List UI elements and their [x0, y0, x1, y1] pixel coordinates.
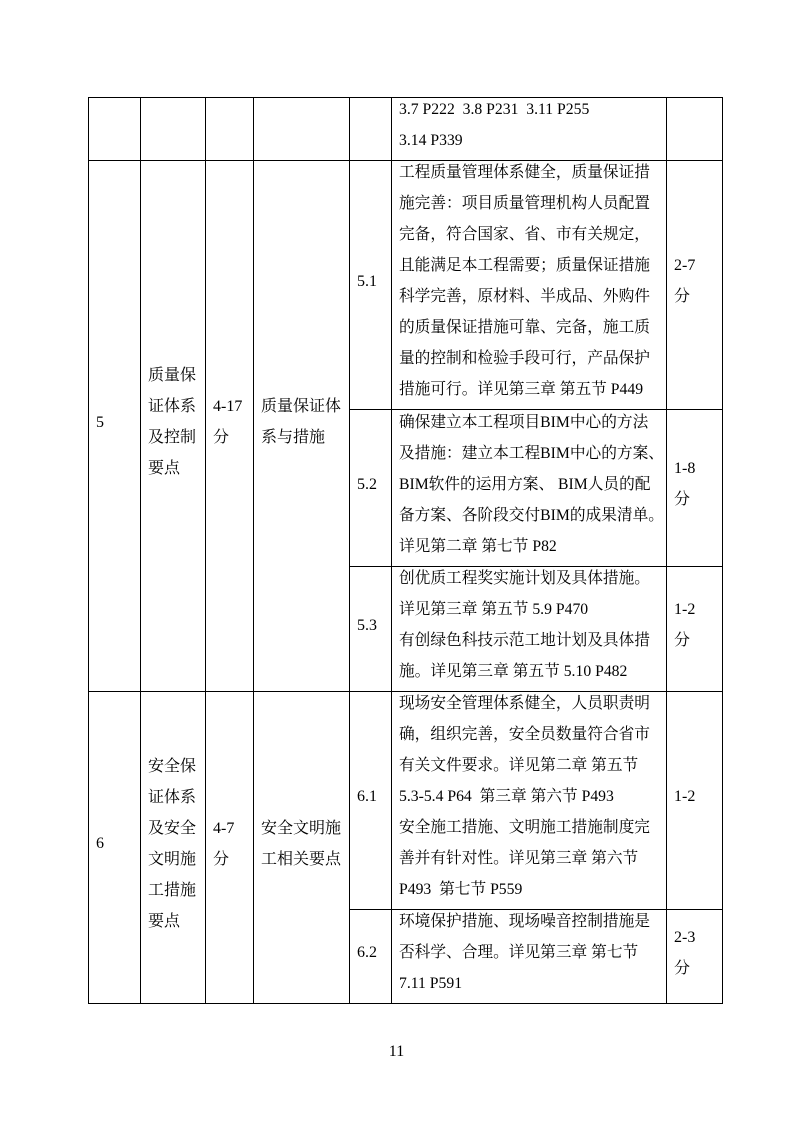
text-line: 施。详见第三章 第五节 5.10 P482: [399, 663, 628, 680]
item-description-cell: [392, 567, 667, 692]
text-line: 详见第二章 第七节 P82: [399, 537, 557, 555]
text-line: 措施可行。详见第三章 第五节 P449: [399, 381, 644, 398]
text-line: 完备，符合国家、省、市有关规定，: [399, 226, 650, 243]
text-line: 1-2: [674, 601, 696, 618]
section-subcategory-cell: [254, 161, 350, 692]
item-description-cell: [392, 692, 667, 910]
item-score-cell: [667, 910, 723, 1004]
item-description-cell: [392, 98, 667, 161]
section-number: 5: [96, 413, 104, 431]
text-line: 及措施：建立本工程BIM中心的方案、: [399, 444, 664, 462]
section-number: 6: [96, 835, 104, 852]
text-line: 工措施: [148, 881, 197, 899]
text-line: 分: [213, 850, 230, 868]
item-id: 5.1: [357, 272, 377, 290]
item-id-cell: [350, 161, 392, 410]
section-score-range-cell: [206, 692, 254, 1004]
page-number: 11: [388, 1043, 405, 1060]
section-number-cell: [89, 692, 141, 1004]
item-score-cell: [667, 692, 723, 910]
text-line: 有创绿色科技示范工地计划及具体措: [399, 632, 650, 649]
item-score-cell: [667, 567, 723, 692]
text-line: 分: [674, 491, 691, 508]
section-subcategory-cell: [254, 692, 350, 1004]
item-description-cell: [392, 161, 667, 410]
text-line: BIM软件的运用方案、 BIM人员的配: [399, 475, 651, 493]
text-line: 7.11 P591: [399, 975, 463, 992]
text-line: 及安全: [148, 819, 197, 837]
text-line: 的质量保证措施可靠、完备，施工质: [399, 319, 650, 336]
text-line: 科学完善，原材料、半成品、外购件: [399, 288, 650, 305]
item-id: 6.2: [357, 944, 377, 961]
table-row-6-1: [89, 692, 723, 910]
text-line: 详见第三章 第五节 5.9 P470: [399, 601, 589, 618]
text-line: 5.3-5.4 P64 第三章 第六节 P493: [399, 788, 614, 805]
text-line: 工相关要点: [261, 850, 342, 868]
text-line: 环境保护措施、现场噪音控制措施是: [399, 913, 650, 930]
text-line: 1-2: [674, 788, 696, 805]
text-line: 现场安全管理体系健全，人员职责明: [399, 695, 650, 712]
text-line: 安全保: [148, 757, 197, 775]
item-id-cell-empty: [350, 98, 392, 161]
text-line: 备方案、各阶段交付BIM的成果清单。: [399, 506, 664, 524]
table-row-5-1: [89, 161, 723, 410]
text-line: 工程质量管理体系健全，质量保证措: [399, 164, 650, 181]
text-line: 及控制: [148, 429, 197, 446]
text-line: 4-17: [213, 398, 243, 415]
text-line: 创优质工程奖实施计划及具体措施。: [399, 570, 650, 587]
item-id-cell: [350, 910, 392, 1004]
text-line: 善并有针对性。详见第三章 第六节: [399, 850, 639, 867]
item-id: 5.3: [357, 616, 377, 634]
text-line: 3.14 P339: [399, 132, 463, 149]
text-line: 有关文件要求。详见第二章 第五节: [399, 757, 639, 774]
text-line: 分: [674, 288, 691, 305]
section-category-cell: [141, 161, 206, 692]
text-line: 分: [674, 959, 691, 977]
item-description-cell: [392, 410, 667, 567]
text-line: 1-8: [674, 460, 696, 477]
text-line: 确，组织完善，安全员数量符合省市: [399, 726, 650, 743]
item-score-cell: [667, 161, 723, 410]
table-row-continuation: [89, 98, 723, 161]
text-line: 证体系: [148, 398, 197, 415]
text-line: 否科学、合理。详见第三章 第七节: [399, 944, 639, 961]
text-line: P493 第七节 P559: [399, 881, 523, 898]
item-id: 6.1: [357, 788, 377, 805]
text-line: 4-7: [213, 819, 235, 837]
text-line: 施完善：项目质量管理机构人员配置: [399, 195, 650, 212]
text-line: 质量保: [148, 367, 197, 384]
text-line: 安全施工措施、文明施工措施制度完: [399, 819, 650, 836]
number-cell-empty: [89, 98, 141, 161]
text-line: 3.7 P222 3.8 P231 3.11 P255: [399, 101, 590, 118]
category-cell-empty: [141, 98, 206, 161]
item-id-cell: [350, 692, 392, 910]
text-line: 且能满足本工程需要；质量保证措施: [399, 257, 650, 274]
section-category-cell: [141, 692, 206, 1004]
text-line: 证体系: [148, 788, 197, 806]
section-score-range-cell: [206, 161, 254, 692]
text-line: 要点: [148, 912, 181, 930]
item-score-cell-empty: [667, 98, 723, 161]
scoring-table: [88, 97, 723, 1004]
item-id-cell: [350, 567, 392, 692]
text-line: 量的控制和检验手段可行，产品保护: [399, 350, 650, 367]
section-number-cell: [89, 161, 141, 692]
item-id: 5.2: [357, 475, 377, 493]
text-line: 2-3: [674, 928, 696, 946]
text-line: 质量保证体: [261, 398, 342, 415]
text-line: 分: [674, 632, 691, 649]
text-line: 确保建立本工程项目BIM中心的方法: [399, 413, 649, 431]
text-line: 2-7: [674, 257, 696, 274]
item-description-cell: [392, 910, 667, 1004]
text-line: 安全文明施: [261, 819, 342, 837]
subcategory-cell-empty: [254, 98, 350, 161]
text-line: 分: [213, 429, 230, 446]
item-id-cell: [350, 410, 392, 567]
text-line: 文明施: [148, 850, 197, 868]
score-range-cell-empty: [206, 98, 254, 161]
text-line: 要点: [148, 460, 181, 477]
item-score-cell: [667, 410, 723, 567]
text-line: 系与措施: [261, 429, 326, 446]
